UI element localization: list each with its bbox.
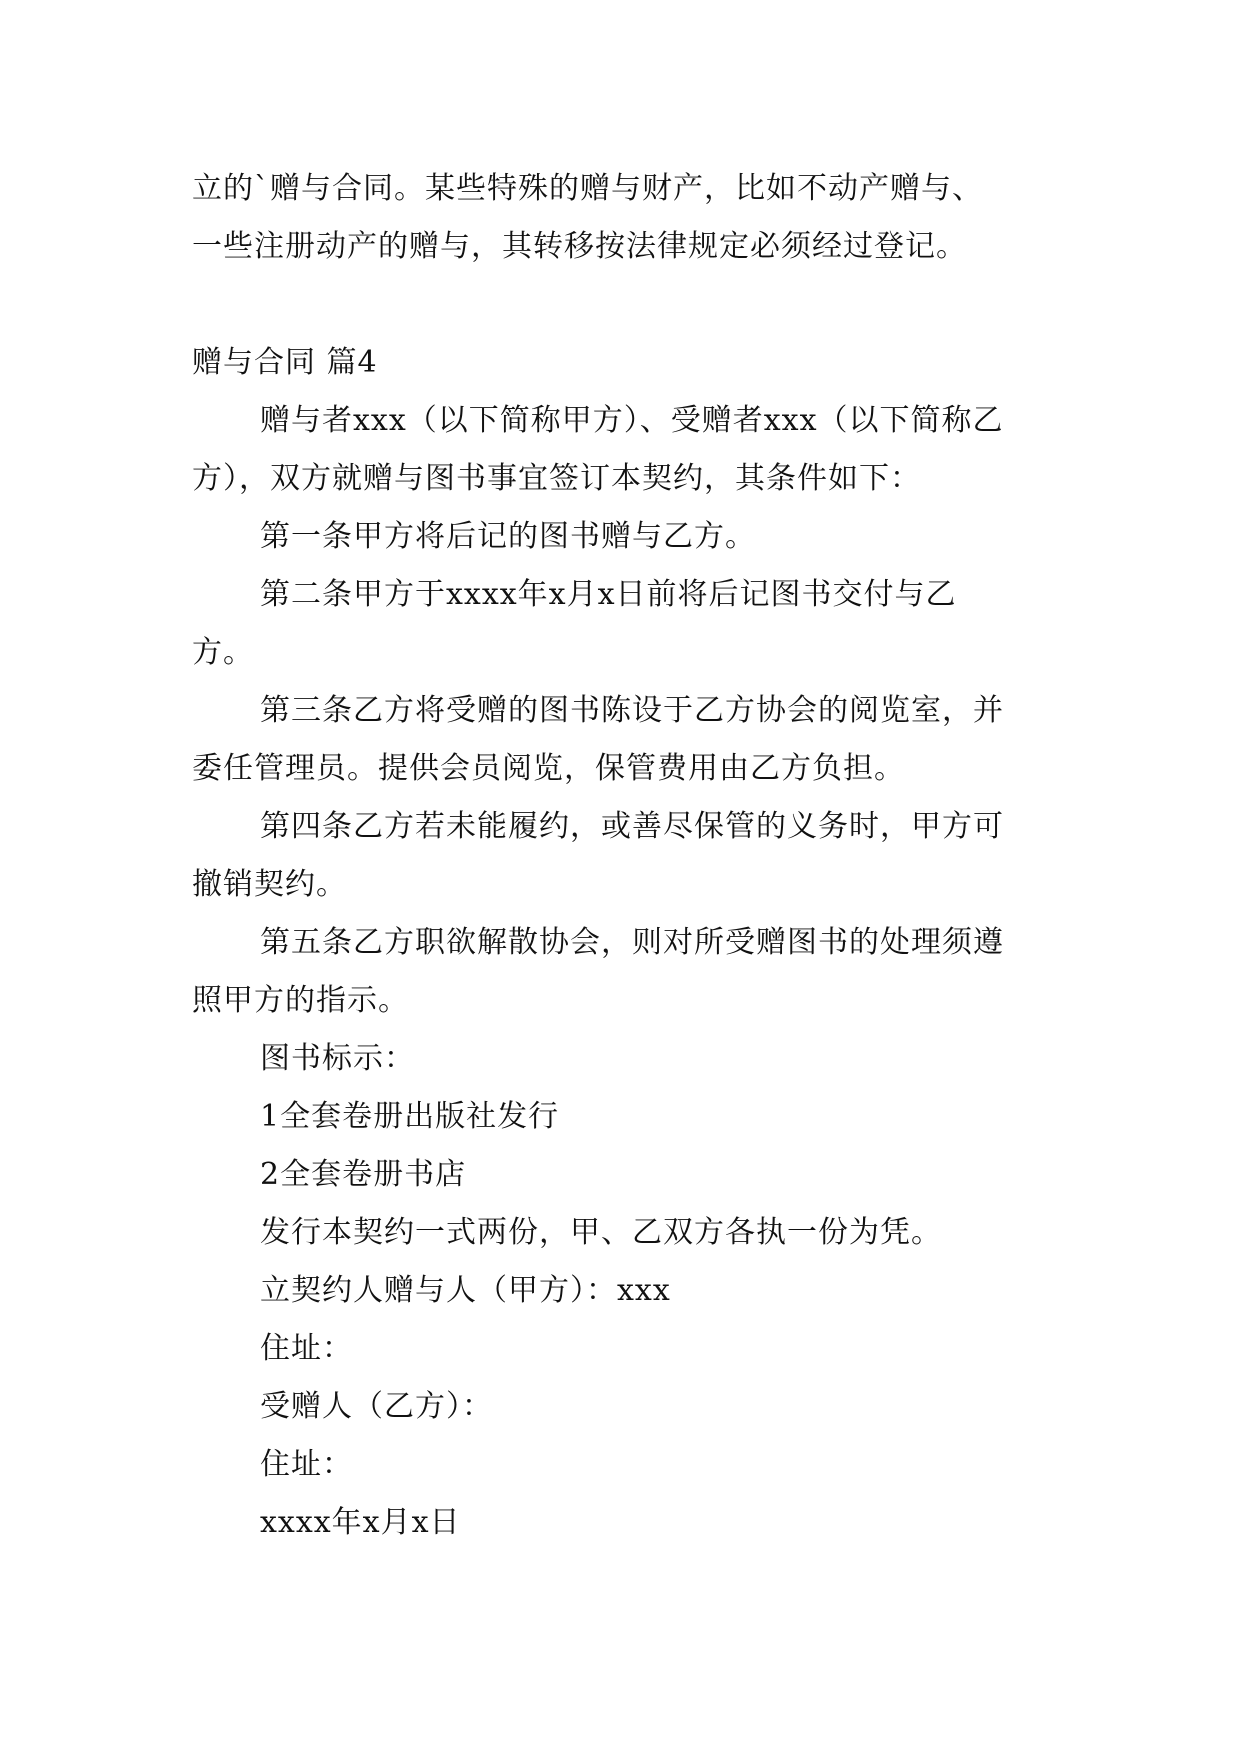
article-2-line-1: 第二条甲方于xxxx年x月x日前将后记图书交付与乙 (260, 577, 957, 612)
preamble-line-1: 赠与者xxx（以下简称甲方）、受赠者xxx（以下简称乙 (260, 403, 1004, 438)
article-3-line-1: 第三条乙方将受赠的图书陈设于乙方协会的阅览室，并 (260, 693, 1004, 728)
article-3-line-2: 委任管理员。提供会员阅览，保管费用由乙方负担。 (192, 751, 905, 786)
section-title: 赠与合同 篇4 (192, 345, 378, 380)
preamble-line-2: 方），双方就赠与图书事宜签订本契约，其条件如下： (192, 461, 921, 496)
book-item-1: 1全套卷册出版社发行 (260, 1099, 560, 1134)
intro-line-1: 立的`赠与合同。某些特殊的赠与财产，比如不动产赠与、 (192, 171, 983, 206)
copies-statement: 发行本契约一式两份，甲、乙双方各执一份为凭。 (260, 1215, 942, 1250)
book-item-2: 2全套卷册书店 (260, 1157, 467, 1192)
donor-address: 住址： (260, 1331, 353, 1366)
article-2-line-2: 方。 (192, 635, 254, 670)
article-4-line-2: 撤销契约。 (192, 867, 347, 902)
article-1: 第一条甲方将后记的图书赠与乙方。 (260, 519, 756, 554)
article-4-line-1: 第四条乙方若未能履约，或善尽保管的义务时，甲方可 (260, 809, 1004, 844)
signing-date: xxxx年x月x日 (260, 1505, 461, 1540)
books-label: 图书标示： (260, 1041, 415, 1076)
donor-signature: 立契约人赠与人（甲方）：xxx (260, 1273, 671, 1308)
paragraph-spacer (192, 276, 1052, 334)
donee-signature: 受赠人（乙方）： (260, 1389, 493, 1424)
article-5-line-2: 照甲方的指示。 (192, 983, 409, 1018)
document-body (192, 160, 1052, 1552)
intro-line-2: 一些注册动产的赠与，其转移按法律规定必须经过登记。 (192, 229, 967, 264)
article-5-line-1: 第五条乙方职欲解散协会，则对所受赠图书的处理须遵 (260, 925, 1004, 960)
donee-address: 住址： (260, 1447, 353, 1482)
